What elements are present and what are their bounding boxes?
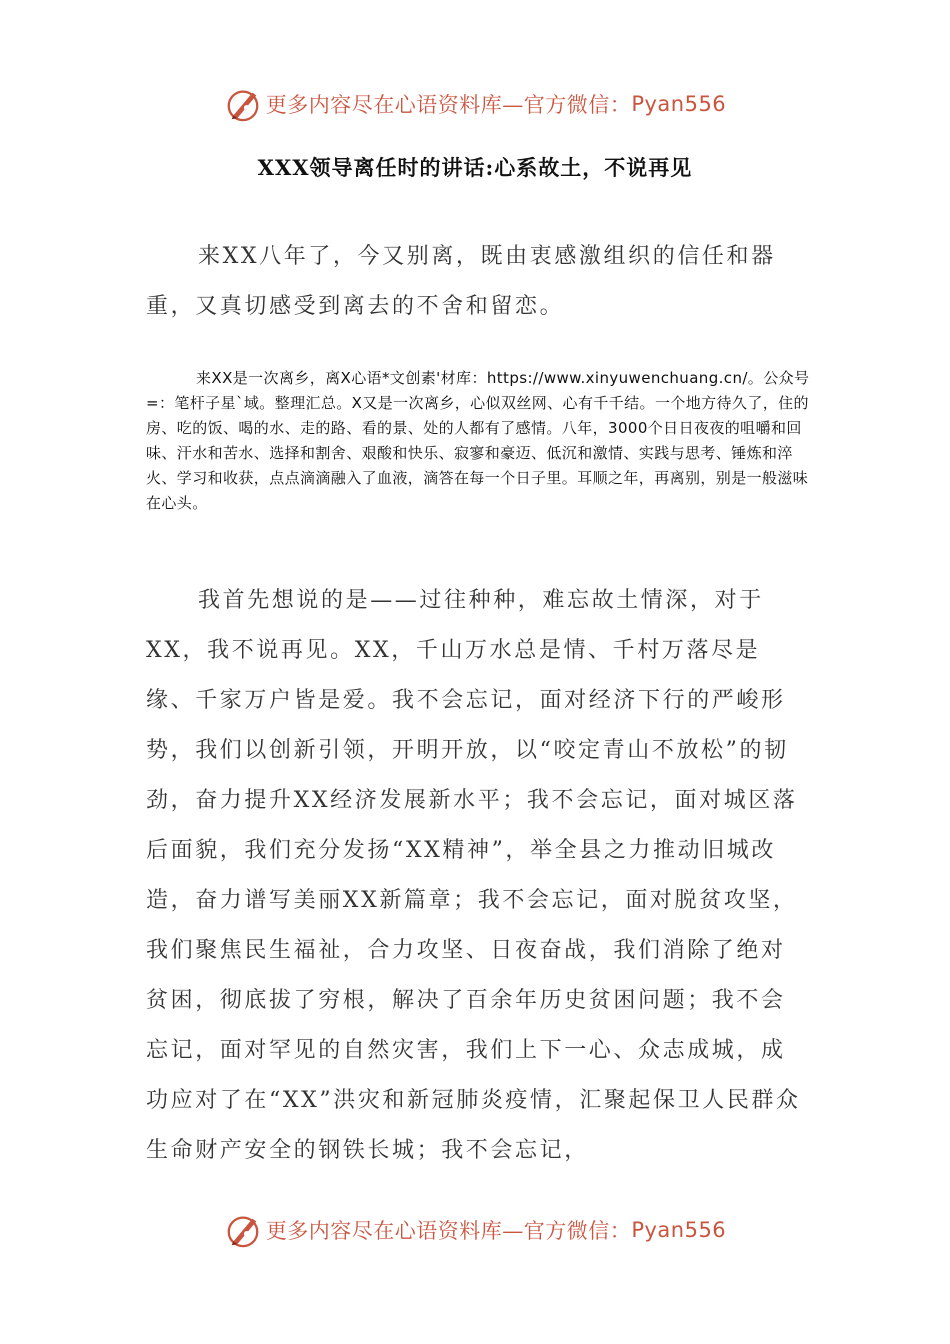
footer-banner bbox=[0, 1208, 950, 1252]
banner-text: 更多内容尽在心语资料库—官方微信： bbox=[265, 93, 632, 117]
paragraph-main: 我首先想说的是——过往种种，难忘故土情深，对于XX，我不说再见。XX，千山万水总是情、千村万落尽是缘、千家万户皆是爱。我不会忘记，面对经济下行的严峻形势，我们以创新引领，开明开放，以“咬定青山不放松”的韧劲，奋力提升XX经济发展新水平；我不会忘记，面对城区落后面貌，我们充分发扬“XX精神”，举全县之力推动旧城改造，奋力谱写美丽XX新篇章；我不会忘记，面对脱贫攻坚，我们聚焦民生福祉，合力攻坚、日夜奋战，我们消除了绝对贫困，彻底拔了穷根，解决了百余年历史贫困问题；我不会忘记，面对罕见的自然灾害，我们上下一心、众志成城，成功应对了在“XX”洪灾和新冠肺炎疫情，汇聚起保卫人民群众生命财产安全的钢铁长城；我不会忘记， bbox=[146, 588, 801, 1163]
paragraph-intro: 来XX八年了，今又别离，既由衷感激组织的信任和器重，又真切感受到离去的不舍和留恋。 bbox=[146, 244, 776, 319]
banner-text: 更多内容尽在心语资料库—官方微信： bbox=[265, 1219, 632, 1243]
paragraph-small-print: 来XX是一次离乡，离X心语*文创素'材库：https://www.xinyuwenchuang.cn/。公众号=：笔杆子星`域。整理汇总。X又是一次离乡，心似双丝网、心有千千结。一个地方待久了，住的房、吃的饭、喝的水、走的路、看的景、处的人都有了感情。八年，3000个日日夜夜的咀嚼和回味、汗水和苦水、选择和割舍、艰酸和快乐、寂寥和豪迈、低沉和激情、实践与思考、锤炼和淬火、学习和收获，点点滴滴融入了血液，滴答在每一个日子里。耳顺之年，再离别，别是一般滋味在心头。 bbox=[146, 369, 810, 512]
document-title: XXX领导离任时的讲话:心系故土，不说再见 bbox=[257, 155, 693, 180]
pen-logo-icon bbox=[224, 1211, 262, 1249]
header-banner bbox=[0, 82, 950, 126]
banner-handle: Pyan556 bbox=[631, 92, 727, 116]
banner-handle: Pyan556 bbox=[631, 1218, 727, 1242]
pen-logo-icon bbox=[224, 85, 262, 123]
